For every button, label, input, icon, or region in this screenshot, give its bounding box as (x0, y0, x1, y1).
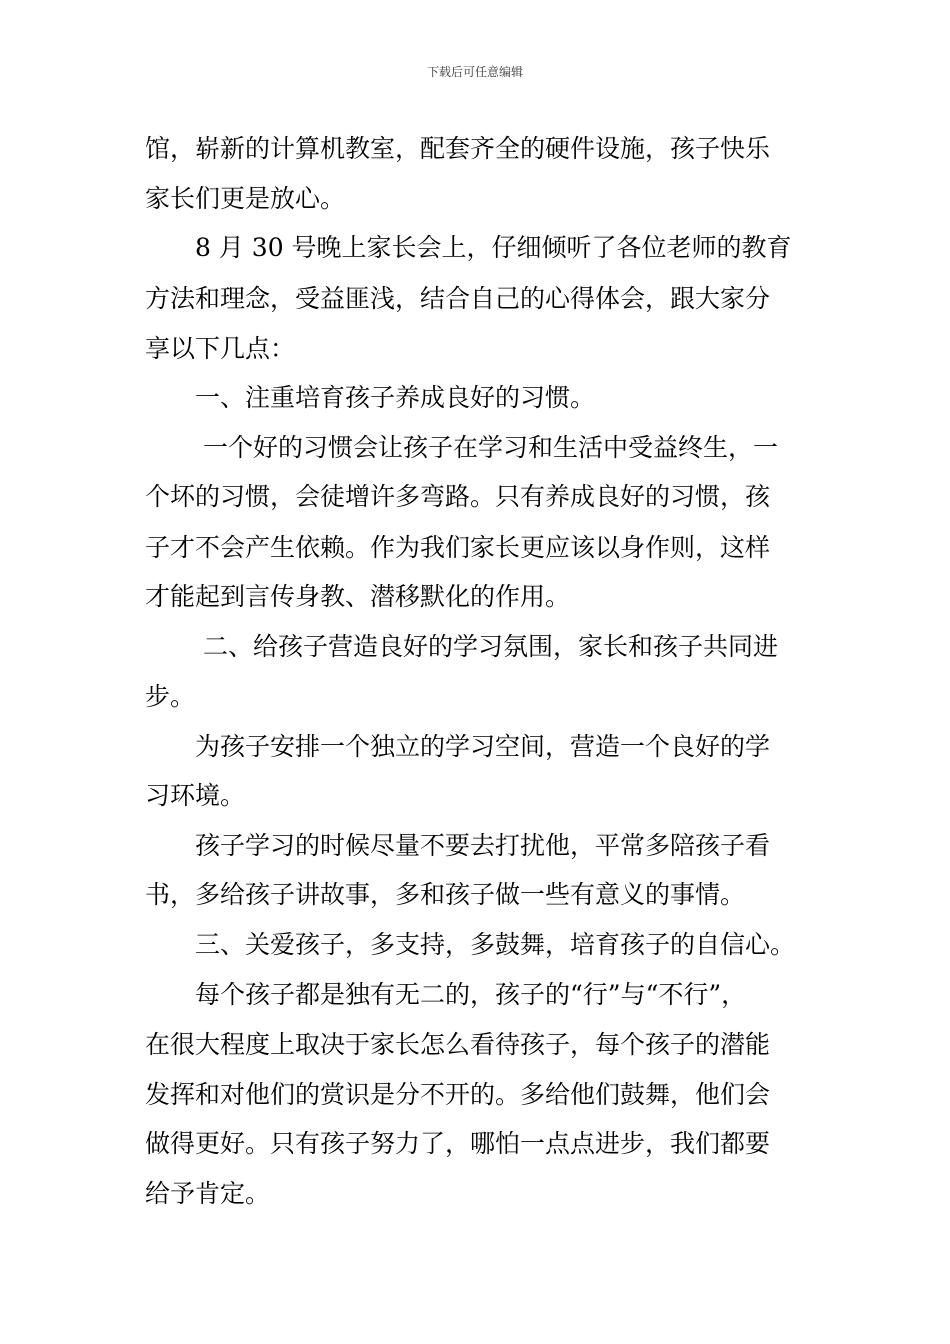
text-line: 每个孩子都是独有无二的，孩子的“行”与“不行”， (145, 980, 747, 1009)
text-line: 8 月 30 号晚上家长会上，仔细倾听了各位老师的教育 (145, 233, 792, 262)
text-line: 为孩子安排一个独立的学习空间，营造一个良好的学 (145, 732, 771, 761)
text-line: 发挥和对他们的赏识是分不开的。多给他们鼓舞，他们会 (145, 1080, 771, 1109)
page-header-note: 下载后可任意编辑 (426, 65, 523, 79)
text-line: 给予肯定。 (145, 1179, 271, 1208)
text-line: 馆，崭新的计算机教室，配套齐全的硬件设施，孩子快乐 (145, 134, 771, 163)
text-line: 步。 (145, 682, 196, 711)
text-line: 才能起到言传身教、潜移默化的作用。 (145, 582, 571, 611)
text-line: 享以下几点： (145, 334, 296, 363)
text-line: 三、关爱孩子，多支持，多鼓舞，培育孩子的自信心。 (145, 930, 796, 959)
text-line: 一个好的习惯会让孩子在学习和生活中受益终生，一 (145, 433, 778, 462)
text-line: 方法和理念，受益匪浅，结合自己的心得体会，跟大家分 (145, 284, 771, 313)
text-line: 子才不会产生依赖。作为我们家长更应该以身作则，这样 (145, 533, 771, 562)
text-line: 一、注重培育孩子养成良好的习惯。 (145, 383, 596, 412)
text-line: 书，多给孩子讲故事，多和孩子做一些有意义的事情。 (145, 880, 746, 909)
text-line: 在很大程度上取决于家长怎么看待孩子，每个孩子的潜能 (145, 1030, 771, 1059)
text-line: 习环境。 (145, 781, 246, 810)
text-line: 二、给孩子营造良好的学习氛围，家长和孩子共同进 (145, 632, 778, 661)
text-line: 孩子学习的时候尽量不要去打扰他，平常多陪孩子看 (145, 831, 771, 860)
text-line: 做得更好。只有孩子努力了，哪怕一点点进步，我们都要 (145, 1129, 771, 1158)
text-line: 个坏的习惯，会徒增许多弯路。只有养成良好的习惯，孩 (145, 482, 771, 511)
text-line: 家长们更是放心。 (145, 184, 346, 213)
